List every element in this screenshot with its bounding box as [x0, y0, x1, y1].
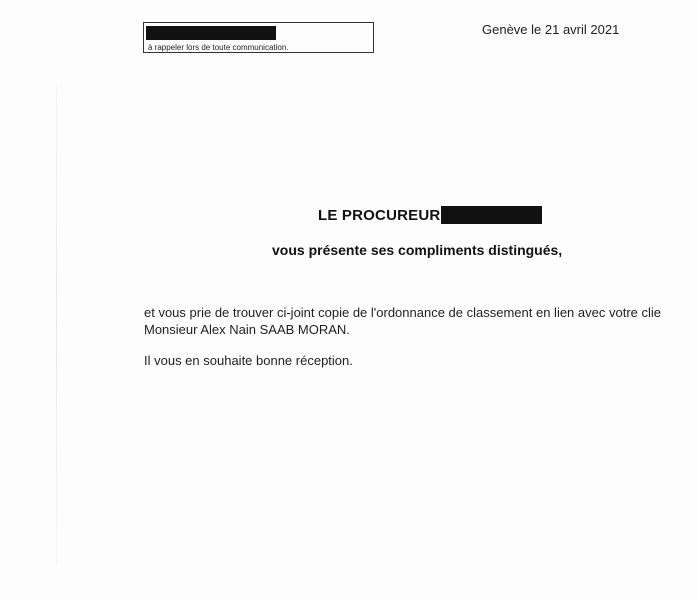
- body-line-1: et vous prie de trouver ci-joint copie de l'ordonnance de classement en lien avec votre clie: [144, 305, 661, 320]
- title-line: [318, 206, 542, 224]
- letter-date: Genève le 21 avril 2021: [482, 22, 620, 37]
- reference-redaction: [146, 26, 276, 40]
- letter-title: LE PROCUREUR: [318, 206, 441, 224]
- body-line-2: Monsieur Alex Nain SAAB MORAN.: [144, 322, 350, 337]
- scan-fold-shadow: [56, 85, 57, 565]
- compliments-line: vous présente ses compliments distingués,: [272, 242, 563, 258]
- reference-note: à rappeler lors de toute communication.: [148, 43, 289, 52]
- title-redaction: [441, 206, 542, 224]
- body-line-3: Il vous en souhaite bonne réception.: [144, 353, 353, 368]
- reference-box: [143, 22, 374, 53]
